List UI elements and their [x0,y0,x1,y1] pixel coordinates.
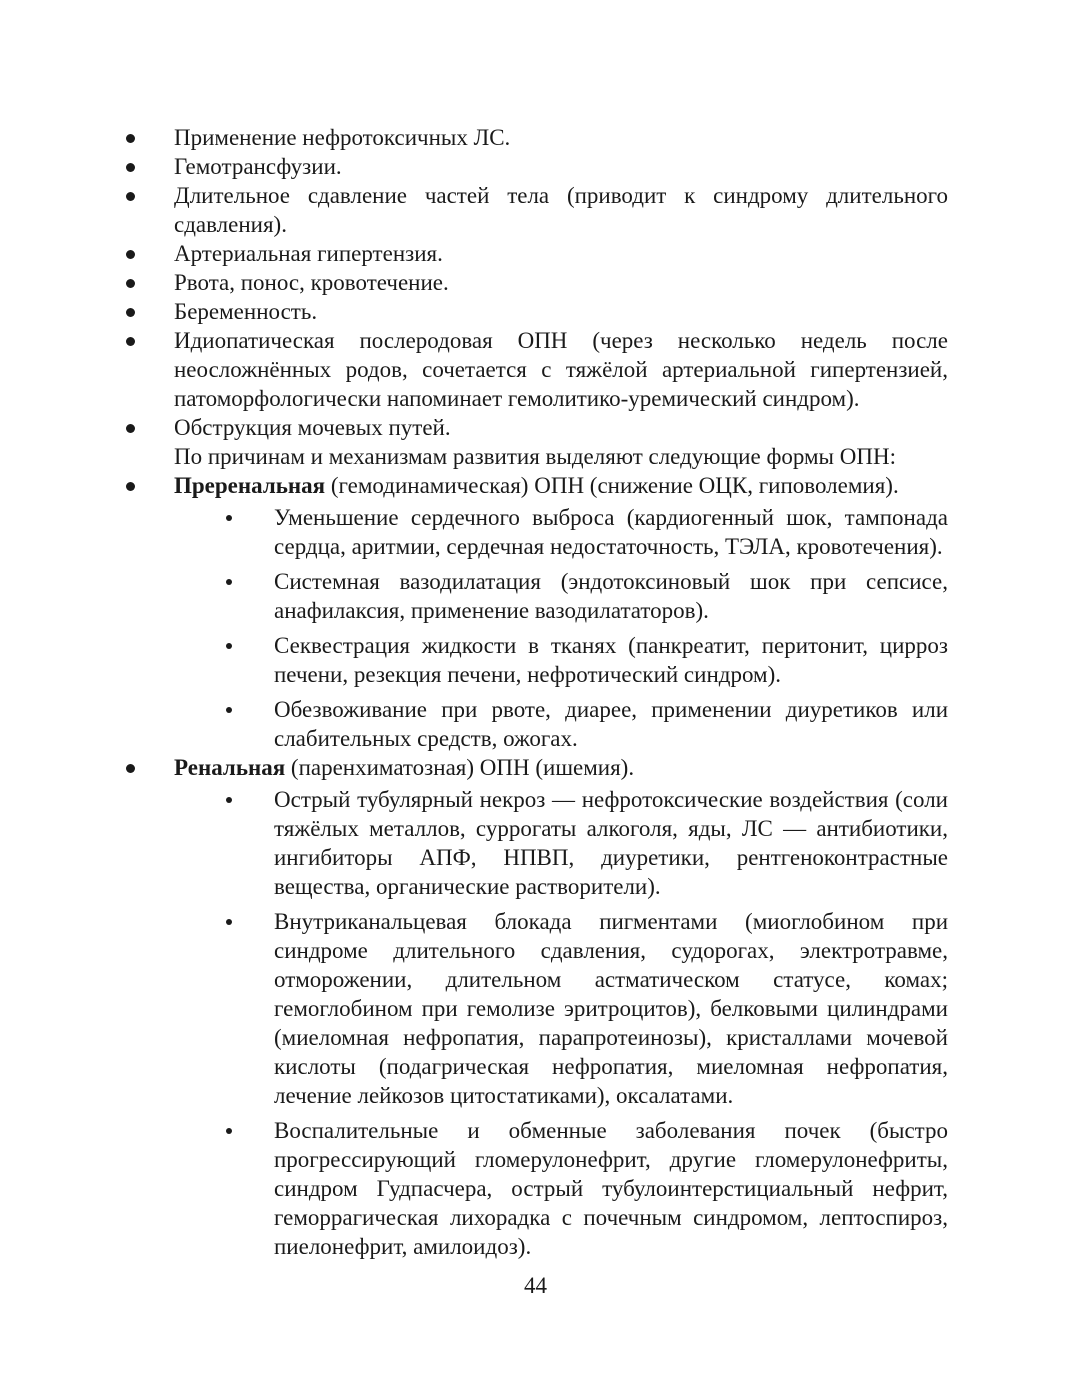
intro-paragraph: По причинам и механизмам развития выделяют следующие формы ОПН: [174,444,896,469]
page-content [124,123,948,1261]
list-item: Воспалительные и обменные заболевания почек (быстро прогрессирующий гломерулонефрит, другие гломерулонефриты, синдром Гудпасчера, острый тубулоинтерстициальный нефрит, геморрагическая лихорадка с почечным синдромом, лептоспироз, пиелонефрит, амилоидоз). [174,1116,948,1261]
renal-sublist [174,785,948,1261]
bullet-icon [126,482,135,491]
bullet-icon [126,279,135,288]
bullet-icon [226,643,232,649]
page-number: 44 [524,1273,547,1298]
bullet-icon [226,919,232,925]
causes-list [124,123,948,442]
bullet-icon [126,192,135,201]
list-item: Системная вазодилатация (эндотоксиновый шок при сепсисе, анафилаксия, применение вазодилататоров). [174,567,948,625]
prerenal-title: Преренальная [174,473,326,498]
bullet-icon [226,1128,232,1134]
bullet-icon [126,764,135,773]
renal-item [124,753,948,1261]
list-item: Рвота, понос, кровотечение. [124,268,948,297]
list-item: Применение нефротоксичных ЛС. [124,123,948,152]
bullet-icon [126,134,135,143]
list-item: Обезвоживание при рвоте, диарее, применении диуретиков или слабительных средств, ожогах. [174,695,948,753]
bullet-icon [226,515,232,521]
bullet-icon [226,579,232,585]
list-item: Артериальная гипертензия. [124,239,948,268]
list-item: Внутриканальцевая блокада пигментами (миоглобином при синдроме длительного сдавления, судорогах, электротравме, отморожении, длительном астматическом статусе, комах; гемоглобином при гемолизе эритроцитов), белковыми цилиндрами (миеломная нефропатия, парапротеинозы), кристаллами мочевой кислоты (подагрическая нефропатия, миеломная нефропатия, лечение лейкозов цитостатиками), оксалатами. [174,907,948,1110]
prerenal-text: (гемодинамическая) ОПН (снижение ОЦК, гиповолемия). [325,473,899,498]
bullet-icon [226,707,232,713]
list-item: Секвестрация жидкости в тканях (панкреатит, перитонит, цирроз печени, резекция печени, нефротический синдром). [174,631,948,689]
list-item: Длительное сдавление частей тела (приводит к синдрому длительного сдавления). [124,181,948,239]
list-item: Беременность. [124,297,948,326]
list-item: Обструкция мочевых путей. [124,413,948,442]
bullet-icon [126,308,135,317]
list-item: Уменьшение сердечного выброса (кардиогенный шок, тампонада сердца, аритмии, сердечная недостаточность, ТЭЛА, кровотечения). [174,503,948,561]
bullet-icon [126,424,135,433]
list-item: Гемотрансфузии. [124,152,948,181]
list-item: Острый тубулярный некроз — нефротоксические воздействия (соли тяжёлых металлов, суррогаты алкоголя, яды, ЛС — антибиотики, ингибиторы АПФ, НПВП, диуретики, рентгеноконтрастные вещества, органические растворители). [174,785,948,901]
bullet-icon [126,250,135,259]
list-item: Идиопатическая послеродовая ОПН (через несколько недель после неосложнённых родов, сочетается с тяжёлой артериальной гипертензией, патоморфологически напоминает гемолитико-уремический синдром). [124,326,948,413]
renal-title: Ренальная [174,755,286,780]
bullet-icon [226,797,232,803]
bullet-icon [126,163,135,172]
bullet-icon [126,337,135,346]
prerenal-sublist [174,503,948,753]
renal-text: (паренхиматозная) ОПН (ишемия). [285,755,635,780]
prerenal-item [124,471,948,753]
forms-list [124,471,948,1261]
